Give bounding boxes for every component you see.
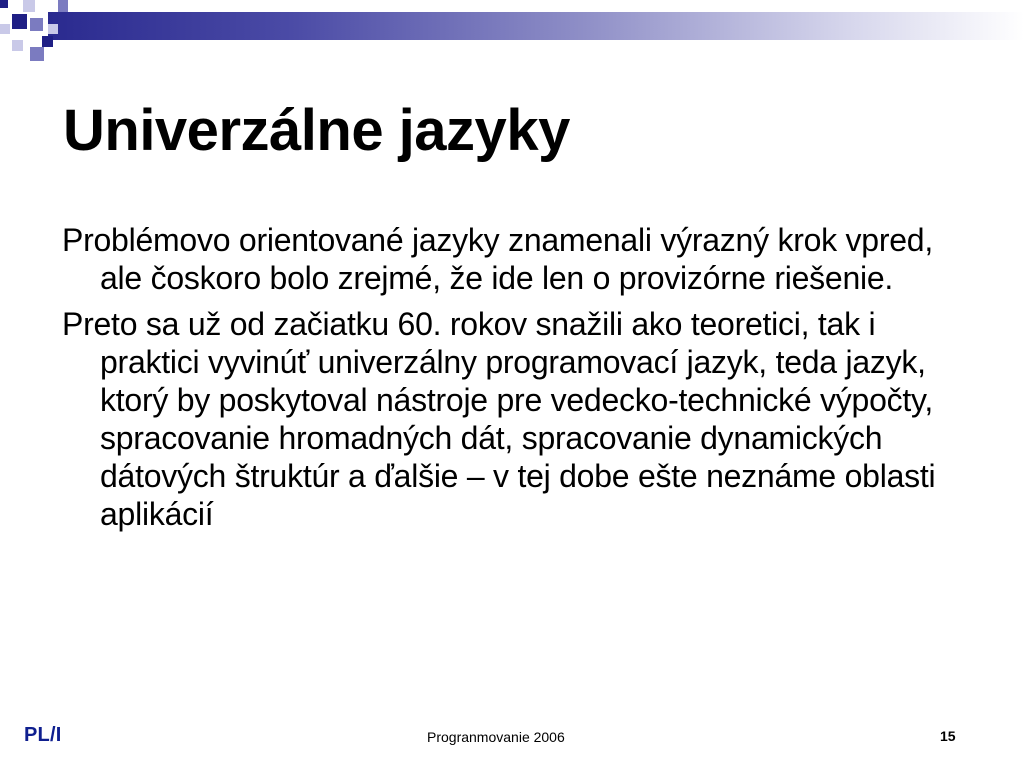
decor-square-light-1 — [23, 0, 35, 12]
decor-square-light-3 — [48, 24, 58, 34]
decor-square-dark-3 — [42, 36, 53, 47]
decor-square-dark-1 — [0, 0, 8, 8]
slide-body-list — [62, 221, 982, 541]
footer-center-label: Progranmovanie 2006 — [427, 729, 565, 745]
slide-paragraph-2: Preto sa už od začiatku 60. rokov snažili ako teoretici, tak i praktici vyvinúť univerzálny programovací jazyk, teda jazyk, ktorý by poskytoval nástroje pre vedecko-technické výpočty, spracovanie hromadných dát, spracovanie dynamických dátových štruktúr a ďalšie – v tej dobe ešte neznáme oblasti aplikácií — [62, 306, 936, 532]
decor-square-dark-2 — [12, 14, 27, 29]
slide-paragraph-1: Problémovo orientované jazyky znamenali výrazný krok vpred, ale čoskoro bolo zrejmé, že ide len o provizórne riešenie. — [62, 222, 933, 296]
decor-square-mid-3 — [30, 47, 44, 61]
slide-page-number: 15 — [940, 728, 956, 744]
header-decoration — [0, 0, 1024, 70]
decor-square-mid-2 — [30, 18, 43, 31]
header-gradient-bar — [48, 12, 1024, 40]
decor-square-light-4 — [12, 40, 23, 51]
footer-left-label: PL/I — [24, 724, 62, 746]
slide-title: Univerzálne jazyky — [63, 98, 570, 163]
decor-square-mid-1 — [58, 0, 68, 12]
decor-square-light-2 — [0, 24, 10, 34]
